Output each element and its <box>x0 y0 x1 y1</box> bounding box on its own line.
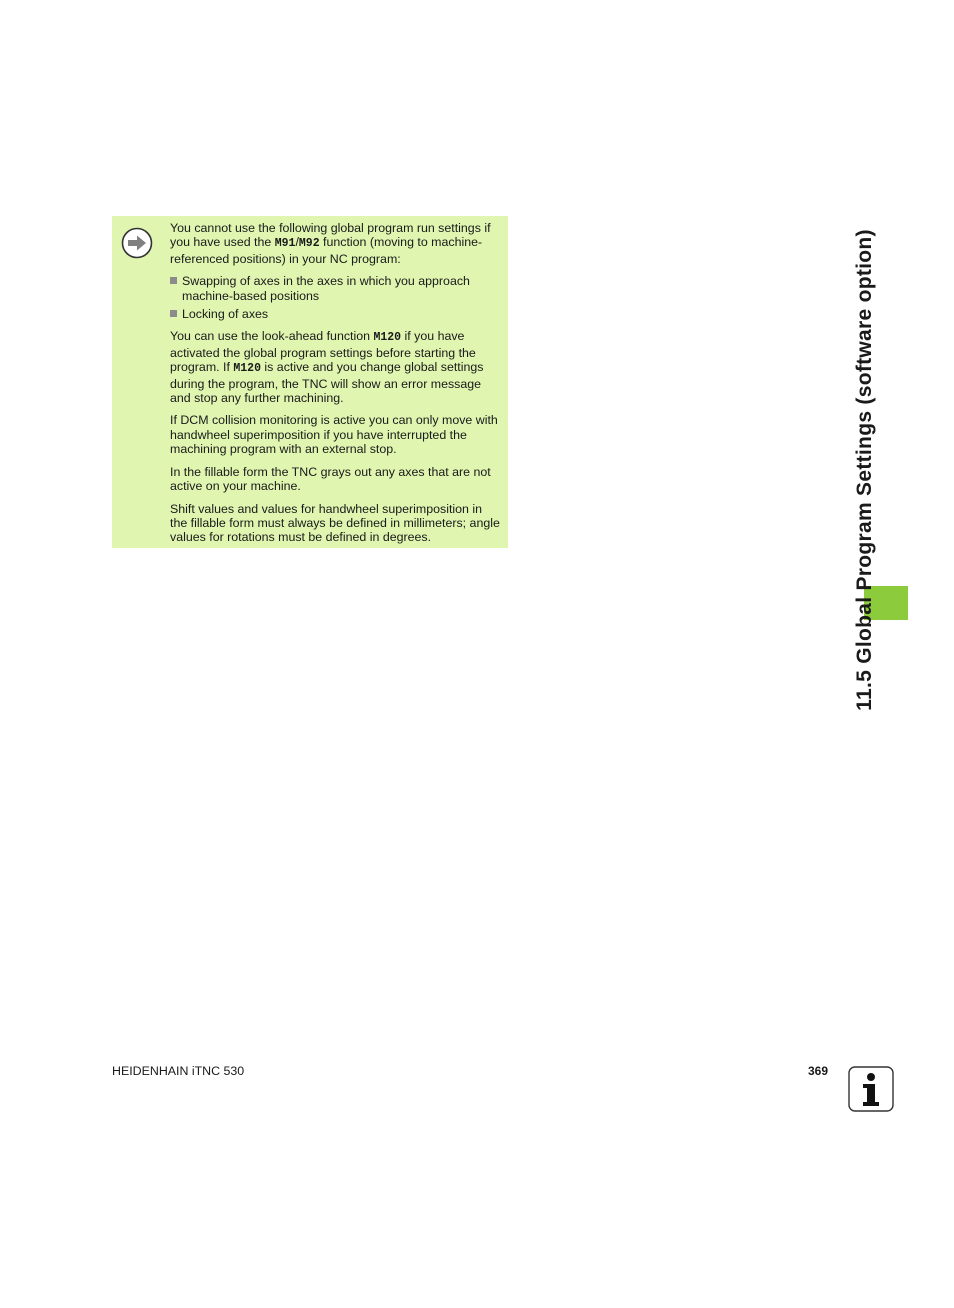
note-paragraph-form: In the fillable form the TNC grays out any axes that are not active on your machine. <box>170 464 491 494</box>
list-item: Locking of axes <box>170 307 502 321</box>
info-icon <box>848 1066 894 1112</box>
arrow-right-icon <box>121 227 153 259</box>
footer-product: HEIDENHAIN iTNC 530 <box>112 1064 245 1078</box>
note-paragraph-m120: You can use the look-ahead function M120 if you have activated the global program settings before starting the program. If M120 is active and you change global settings during the program, the TNC will show an error message and stop any further machining. <box>170 329 484 406</box>
note-paragraph-units: Shift values and values for handwheel superimposition in the fillable form must always be defined in millimeters; angle values for rotations must be defined in degrees. <box>170 501 500 545</box>
note-text <box>170 221 502 553</box>
code-m120: M120 <box>373 331 402 345</box>
code-m92: M92 <box>298 237 320 251</box>
square-bullet-icon <box>170 310 177 317</box>
note-box <box>112 216 508 548</box>
side-chapter-title-text: 11.5 Global Program Settings (software option) <box>853 229 876 711</box>
list-item: Swapping of axes in the axes in which you approach machine-based positions <box>170 274 502 303</box>
page-number: 369 <box>808 1064 829 1078</box>
note-intro: You cannot use the following global program run settings if you have used the M91/M92 function (moving to machine-referenced positions) in your NC program: <box>170 221 491 266</box>
code-m120: M120 <box>233 362 261 376</box>
code-m91: M91 <box>274 237 296 251</box>
restriction-list <box>170 274 502 321</box>
note-paragraph-dcm: If DCM collision monitoring is active you can only move with handwheel superimposition if you have interrupted the machining program with an external stop. <box>170 413 498 457</box>
square-bullet-icon <box>170 277 177 284</box>
